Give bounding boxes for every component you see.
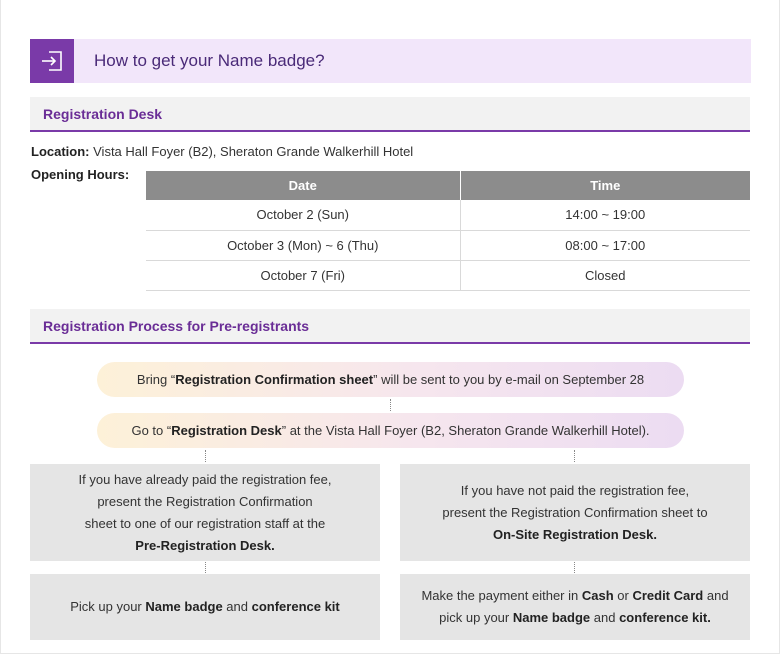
not-paid-box: If you have not paid the registration fee, present the Registration Confirmation sheet to On-Site Registration Desk. — [400, 464, 750, 561]
step-bring-sheet: Bring “ Registration Confirmation sheet ” will be sent to you by e-mail on September 28 — [97, 362, 684, 397]
table-row — [146, 260, 750, 290]
step-go-to-desk: Go to “ Registration Desk ” at the Vista Hall Foyer (B2, Sheraton Grande Walkerhill Hotel). — [97, 413, 684, 448]
connector-dots — [574, 450, 576, 462]
table-header-date: Date — [146, 171, 460, 200]
connector-dots — [205, 450, 207, 462]
table-cell-time: 14:00 ~ 19:00 — [460, 200, 750, 230]
table-header-row — [146, 171, 750, 200]
sign-in-icon — [30, 39, 74, 83]
connector-dots — [574, 562, 576, 573]
table-cell-date: October 7 (Fri) — [146, 260, 460, 290]
table-cell-time: 08:00 ~ 17:00 — [460, 230, 750, 260]
table-header-time: Time — [460, 171, 750, 200]
page-title: How to get your Name badge? — [94, 51, 325, 70]
table-cell-date: October 2 (Sun) — [146, 200, 460, 230]
table-cell-date: October 3 (Mon) ~ 6 (Thu) — [146, 230, 460, 260]
connector-dots — [390, 399, 392, 411]
opening-hours-table — [146, 171, 750, 291]
hero-banner — [30, 39, 751, 83]
location-line — [31, 144, 413, 160]
payment-box: Make the payment either in Cash or Credit Card and pick up your Name badge and conference kit. — [400, 574, 750, 640]
location-value: Vista Hall Foyer (B2), Sheraton Grande Walkerhill Hotel — [93, 144, 414, 159]
table-row — [146, 200, 750, 230]
location-label: Location: — [31, 144, 90, 159]
opening-hours-label: Opening Hours: — [31, 167, 130, 182]
registration-process-heading: Registration Process for Pre-registrants — [30, 309, 750, 344]
already-paid-box: If you have already paid the registration fee, present the Registration Confirmation sheet to one of our registration staff at the Pre-Registration Desk. — [30, 464, 380, 561]
table-cell-time: Closed — [460, 260, 750, 290]
pickup-badge-box: Pick up your Name badge and conference kit — [30, 574, 380, 640]
connector-dots — [205, 562, 207, 573]
registration-desk-heading: Registration Desk — [30, 97, 750, 132]
table-row — [146, 230, 750, 260]
